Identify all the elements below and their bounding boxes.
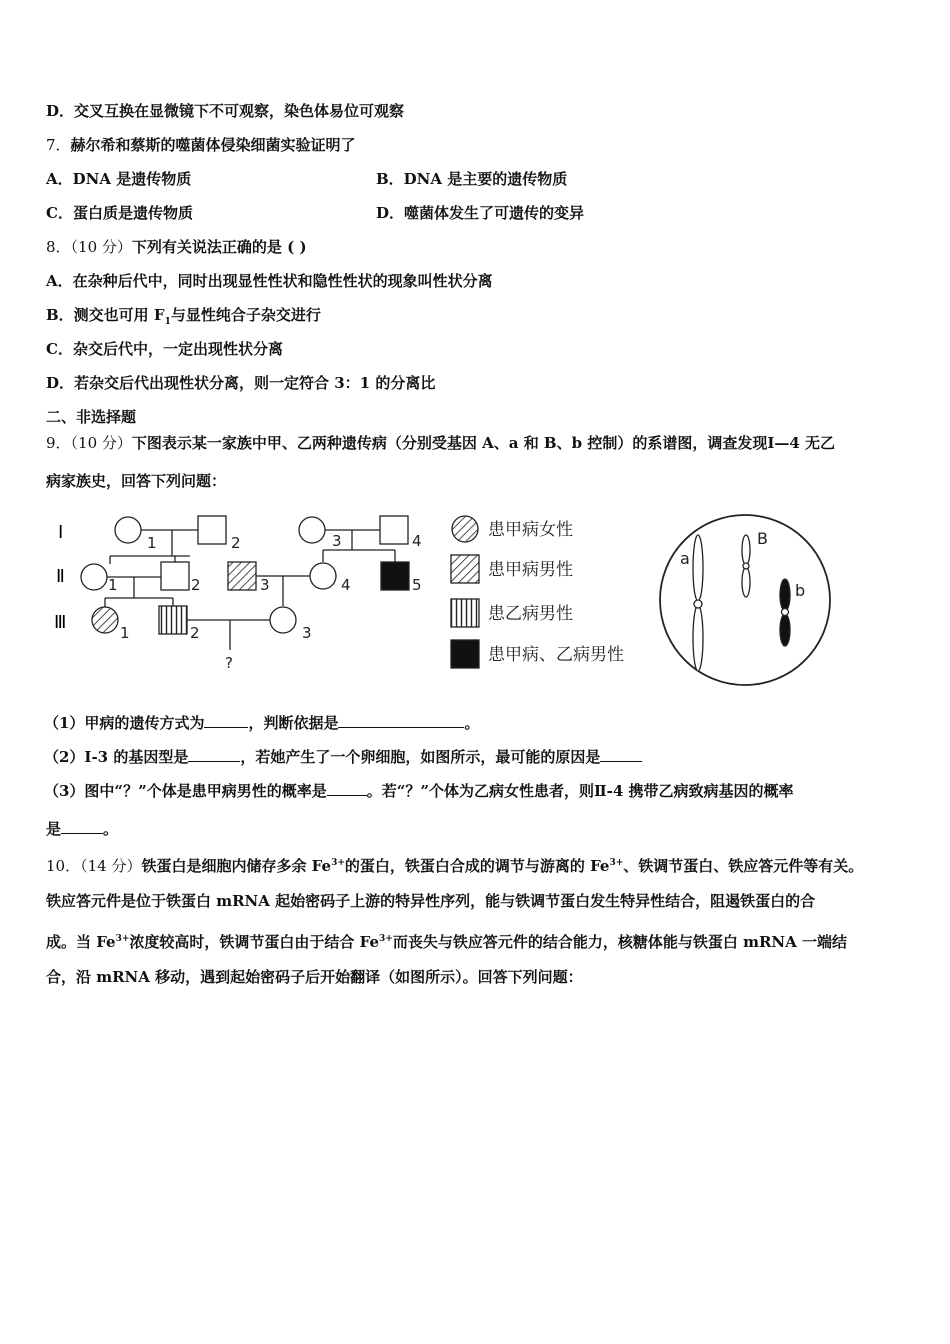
q9-sub1 (44, 712, 479, 734)
legend-male-a-symbol (451, 555, 479, 583)
q10-line2: 铁应答元件是位于铁蛋白 mRNA 起始密码子上游的特异性序列，能与铁调节蛋白发生特异性结合，阻遏铁蛋白的合 (46, 892, 816, 910)
q10-line4: 合，沿 mRNA 移动，遇到起始密码子后开始翻译（如图所示）。回答下列问题： (46, 968, 583, 986)
q8-option-a: A．在杂种后代中，同时出现显性性状和隐性性状的现象叫性状分离 (46, 272, 493, 290)
q10-l1-a: 铁蛋白是细胞内储存多余 Fe (141, 857, 332, 875)
legend-female-a-text: 患甲病女性 (488, 520, 573, 540)
II-5-male-ab (381, 562, 409, 590)
q10-number: 10．（14 分） (46, 857, 142, 875)
q6-option-d: D．交叉互换在显微镜下不可观察，染色体易位可观察 (46, 102, 405, 120)
q10-line3 (46, 928, 847, 953)
gen-label-3: Ⅲ (54, 612, 67, 633)
legend-male-ab-symbol (451, 640, 479, 668)
label-I-4: 4 (412, 532, 422, 550)
q10-l3-c: 而丧失与铁应答元件的结合能力，核糖体能与铁蛋白 mRNA 一端结 (392, 933, 847, 951)
gen-label-2: Ⅱ (56, 566, 65, 587)
q10-l1-b: 的蛋白，铁蛋白合成的调节与游离的 Fe (344, 857, 610, 875)
q9-sub3-cont (46, 818, 118, 840)
q7-stem (46, 134, 356, 156)
chromosome-a (693, 535, 703, 671)
q7-option-b: B．DNA 是主要的遗传物质 (376, 170, 568, 188)
q9-stem-line1 (46, 432, 835, 454)
q9-sub2-blank2[interactable] (600, 747, 642, 762)
q7-row-cd (46, 202, 585, 224)
label-III-1: 1 (120, 624, 130, 642)
II-4-female (310, 563, 336, 589)
label-II-2: 2 (191, 576, 201, 594)
q9-sub2-b: ，若她产生了一个卵细胞，如图所示，最可能的原因是 (240, 748, 601, 766)
I-1-female (115, 517, 141, 543)
q8-option-d: D．若杂交后代出现性状分离，则一定符合 3：1 的分离比 (46, 374, 436, 392)
II-2-male (161, 562, 189, 590)
q9-sub1-blank1[interactable] (204, 713, 248, 728)
q7-row-ab (46, 168, 568, 190)
III-1-female-a (92, 607, 118, 633)
II-1-female (81, 564, 107, 590)
q10-line1 (46, 852, 863, 877)
q8-option-b (46, 304, 321, 333)
q7-option-d: D．噬菌体发生了可遗传的变异 (376, 204, 585, 222)
label-II-4: 4 (341, 576, 351, 594)
q10-sup3: 3+ (115, 934, 130, 944)
legend-male-b-symbol (451, 599, 479, 627)
chromosome-b (780, 579, 790, 646)
III-2-male-b (159, 606, 187, 634)
q10-sup1: 3+ (331, 858, 345, 868)
II-3-male-a (228, 562, 256, 590)
cell-label-a: a (680, 549, 690, 568)
q10-l1-c: 、铁调节蛋白、铁应答元件等有关。 (623, 857, 864, 875)
q10-l3-a: 成。当 Fe (46, 933, 116, 951)
q7-option-a: A．DNA 是遗传物质 (46, 170, 192, 188)
q8-option-b-pre: B．测交也可用 F (46, 306, 165, 324)
cell-label-B: B (757, 529, 768, 548)
legend-male-ab-text: 患甲病、乙病男性 (488, 645, 624, 665)
I-4-male (380, 516, 408, 544)
label-II-5: 5 (412, 576, 422, 594)
q9-stem-text1: 下图表示某一家族中甲、乙两种遗传病（分别受基因 A、a 和 B、b 控制）的系谱图，调查发现Ⅰ—4 无乙 (131, 434, 835, 452)
I-2-male (198, 516, 226, 544)
q8-option-b-sub: 1 (164, 317, 171, 327)
unknown-offspring-label: ? (225, 654, 233, 672)
q9-sub2 (44, 746, 642, 768)
q8-stem (46, 236, 307, 258)
label-I-1: 1 (147, 534, 157, 552)
q9-sub2-blank1[interactable] (188, 747, 240, 762)
q8-stem-text: 下列有关说法正确的是 ( ) (131, 238, 307, 256)
q9-sub1-a: （1）甲病的遗传方式为 (44, 714, 205, 732)
q9-sub3-blank1[interactable] (327, 781, 367, 796)
q9-sub1-b: ，判断依据是 (248, 714, 339, 732)
q10-sup2: 3+ (609, 858, 624, 868)
q9-stem-line2: 病家族史，回答下列问题： (46, 472, 227, 490)
q9-sub3-c: 是 (46, 820, 62, 838)
label-II-3: 3 (260, 576, 270, 594)
q9-sub1-blank2[interactable] (338, 713, 464, 728)
q10-l3-b: 浓度较高时，铁调节蛋白由于结合 Fe (129, 933, 380, 951)
label-III-3: 3 (302, 624, 312, 642)
q7-stem-text: 赫尔希和蔡斯的噬菌体侵染细菌实验证明了 (70, 136, 356, 154)
q7-option-c: C．蛋白质是遗传物质 (46, 204, 193, 222)
cell-label-b: b (795, 581, 806, 600)
q9-sub3-d: 。 (103, 820, 119, 838)
q8-option-c: C．杂交后代中，一定出现性状分离 (46, 340, 283, 358)
legend-female-a-symbol (452, 516, 478, 542)
I-3-female (299, 517, 325, 543)
legend-male-a-text: 患甲病男性 (488, 560, 573, 580)
section-2-heading: 二、非选择题 (46, 408, 137, 426)
q8-option-b-post: 与显性纯合子杂交进行 (170, 306, 321, 324)
label-III-2: 2 (190, 624, 200, 642)
pedigree-figure (40, 500, 920, 690)
q9-sub3-blank2[interactable] (61, 819, 103, 834)
q9-sub2-a: （2）Ⅰ-3 的基因型是 (44, 748, 189, 766)
label-II-1: 1 (108, 576, 118, 594)
q9-sub3-a: （3）图中“？”个体是患甲病男性的概率是 (44, 782, 327, 800)
q9-sub3-b: 。若“？”个体为乙病女性患者，则Ⅱ-4 携带乙病致病基因的概率 (366, 782, 794, 800)
chromosome-B (742, 535, 750, 597)
legend-male-b-text: 患乙病男性 (488, 604, 573, 624)
III-3-female (270, 607, 296, 633)
q7-number: 7． (46, 136, 71, 154)
q8-number: 8．（10 分） (46, 238, 132, 256)
q9-sub3 (44, 780, 794, 802)
q9-number: 9．（10 分） (46, 434, 132, 452)
q10-sup4: 3+ (379, 934, 393, 944)
q9-sub1-c: 。 (464, 714, 480, 732)
label-I-3: 3 (332, 532, 342, 550)
label-I-2: 2 (231, 534, 241, 552)
gen-label-1: Ⅰ (58, 522, 64, 543)
